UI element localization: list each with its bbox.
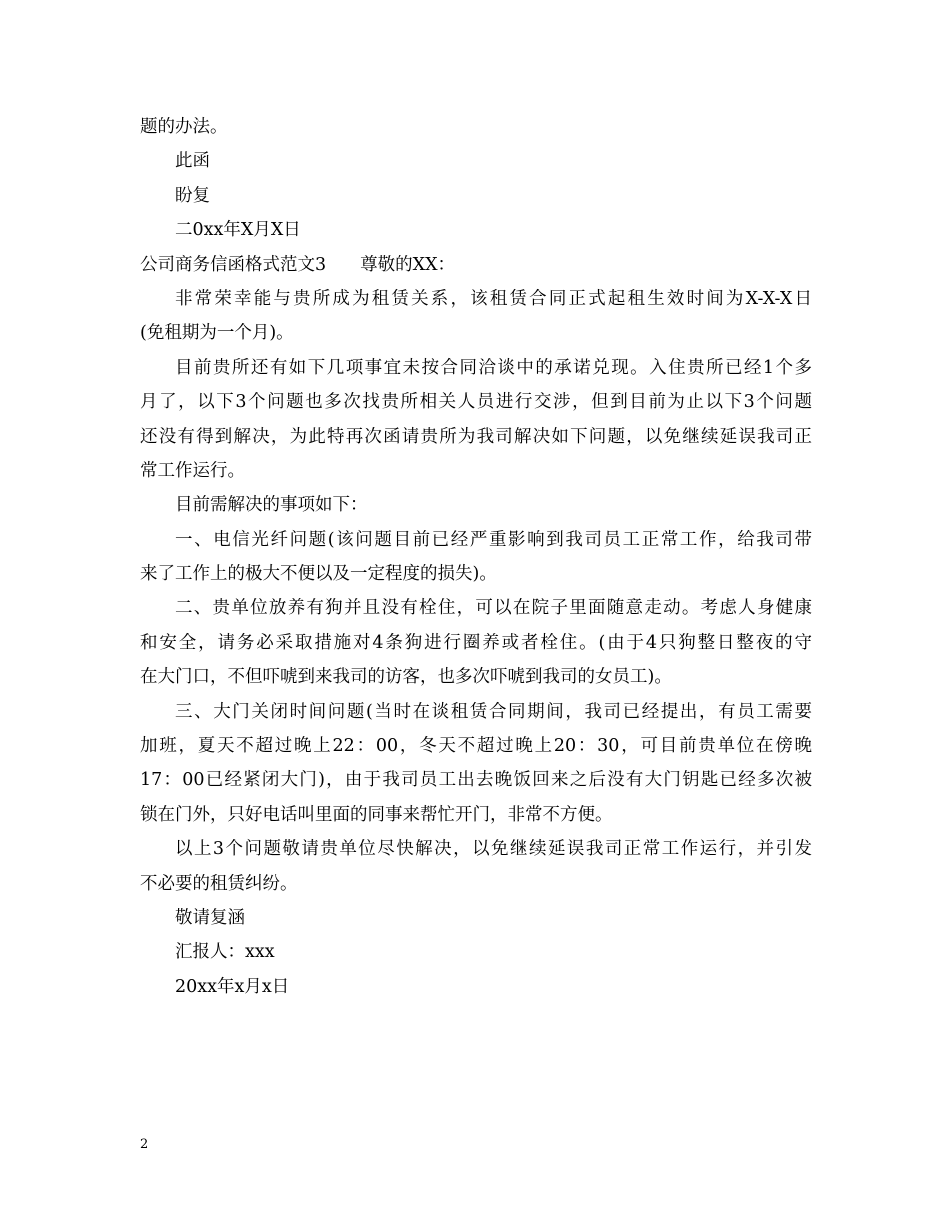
reporter-line: 汇报人：xxx	[175, 942, 275, 963]
letter-heading	[140, 248, 812, 282]
text-line: 敬请复涵	[175, 907, 245, 928]
text-line: 和安全，请务必采取措施对4条狗进行圈养或者栓住。(由于4只狗整日整夜的守	[140, 632, 812, 653]
text-line: 二、贵单位放养有狗并且没有栓住，可以在院子里面随意走动。考虑人身健康	[175, 598, 812, 619]
text-line: 题的办法。	[140, 117, 228, 137]
document-body	[140, 110, 812, 1004]
text-line: 此函	[175, 151, 210, 172]
text-line: 锁在门外，只好电话叫里面的同事来帮忙开门，非常不方便。	[140, 804, 613, 825]
letter-salutation: 尊敬的XX：	[360, 254, 456, 275]
text-line: 月了，以下3个问题也多次找贵所相关人员进行交涉，但到目前为止以下3个问题	[140, 392, 812, 413]
text-line: 还没有得到解决，为此特再次函请贵所为我司解决如下问题，以免继续延误我司正	[140, 426, 812, 447]
letter-title: 公司商务信函格式范文3	[140, 254, 327, 275]
text-line: 三、大门关闭时间问题(当时在谈租赁合同期间，我司已经提出，有员工需要	[175, 701, 812, 722]
text-line: 目前需解决的事项如下：	[175, 495, 368, 516]
text-line: (免租期为一个月)。	[140, 323, 294, 344]
text-line: 在大门口，不但吓唬到来我司的访客，也多次吓唬到我司的女员工)。	[140, 667, 672, 688]
text-line: 来了工作上的极大不便以及一定程度的损失)。	[140, 564, 497, 585]
text-line: 不必要的租赁纠纷。	[140, 873, 298, 894]
text-line: 目前贵所还有如下几项事宜未按合同洽谈中的承诺兑现。入住贵所已经1个多	[175, 357, 812, 378]
text-line: 非常荣幸能与贵所成为租赁关系，该租赁合同正式起租生效时间为X-X-X日	[175, 288, 812, 309]
text-line: 17：00已经紧闭大门)，由于我司员工出去晚饭回来之后没有大门钥匙已经多次被	[140, 770, 812, 791]
date-line: 20xx年x月x日	[175, 976, 290, 997]
text-line: 加班，夏天不超过晚上22：00，冬天不超过晚上20：30，可目前贵单位在傍晚	[140, 736, 812, 757]
text-line: 一、电信光纤问题(该问题目前已经严重影响到我司员工正常工作，给我司带	[175, 529, 812, 550]
date-line: 二0xx年X月X日	[175, 220, 301, 241]
text-line: 以上3个问题敬请贵单位尽快解决，以免继续延误我司正常工作运行，并引发	[175, 839, 812, 860]
text-line: 盼复	[175, 185, 210, 206]
text-line: 常工作运行。	[140, 460, 245, 481]
page-number: 2	[140, 1137, 149, 1152]
